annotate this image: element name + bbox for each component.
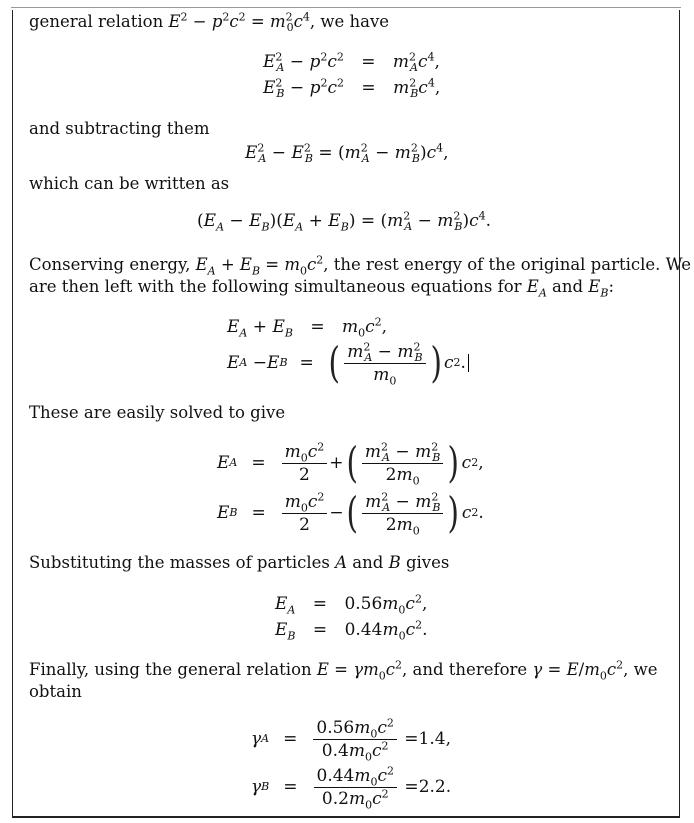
equation-gamma-A: γ A = $\frac{0.56m_0c^2}{0.4m_0c^2}$ = 1.4 ,	[251, 715, 451, 763]
equation-EB-solution: E B = $\frac{m_0c^2}{2}$ − ( $\frac{m^2_A - m^2_B}{2m_0}$ ) c 2 .	[217, 488, 484, 537]
equation-energy-B: $E^2_B - p^2c^2 = m^2_Bc^4$,	[263, 76, 441, 101]
equation-sum: $E_A + E_B = m_0c^2$,	[227, 315, 388, 340]
written-line: which can be written as	[29, 174, 230, 193]
intro-line: general relation $E^2 - p^2c^2 = m^2_0c^4$, we have	[29, 10, 390, 35]
conserve-line-1: Conserving energy, $E_A + E_B = m_0c^2$, the rest energy of the original particle. We	[29, 253, 692, 278]
conserve-line-2: are then left with the following simultaneous equations for $E_A$ and $E_B$:	[29, 277, 614, 300]
solve-line: These are easily solved to give	[29, 403, 286, 422]
text-cursor	[468, 354, 469, 372]
document-page	[12, 10, 692, 818]
finally-line-1: Finally, using the general relation $E = \gamma m_0c^2$, and therefore $\gamma = E/m_0c^2$, we	[29, 658, 658, 683]
substituting-line: Substituting the masses of particles A and B gives	[29, 553, 450, 572]
equation-EA-value: $E_A = 0.56m_0c^2$,	[275, 592, 428, 617]
finally-line-2: obtain	[29, 682, 82, 701]
equation-energy-A: $E^2_A - p^2c^2 = m^2_Ac^4$,	[263, 50, 440, 75]
equation-EB-value: $E_B = 0.44m_0c^2$.	[275, 618, 428, 643]
equation-EA-solution: E A = $\frac{m_0c^2}{2}$ + ( $\frac{m^2_A - m^2_B}{2m_0}$ ) c 2 ,	[217, 438, 484, 487]
subtracting-line: and subtracting them	[29, 119, 210, 138]
equation-diff-simult: E A − E B = ( $\frac{m^2_A - m^2_B}{m_0}$ ) c 2 .	[227, 338, 469, 388]
equation-difference: $E^2_A - E^2_B = (m^2_A - m^2_B)c^4$,	[245, 141, 449, 166]
equation-gamma-B: γ B = $\frac{0.44m_0c^2}{0.2m_0c^2}$ = 2.2 .	[251, 763, 452, 811]
equation-factored: $(E_A - E_B)(E_A + E_B) = (m^2_A - m^2_B)c^4$.	[197, 209, 492, 234]
